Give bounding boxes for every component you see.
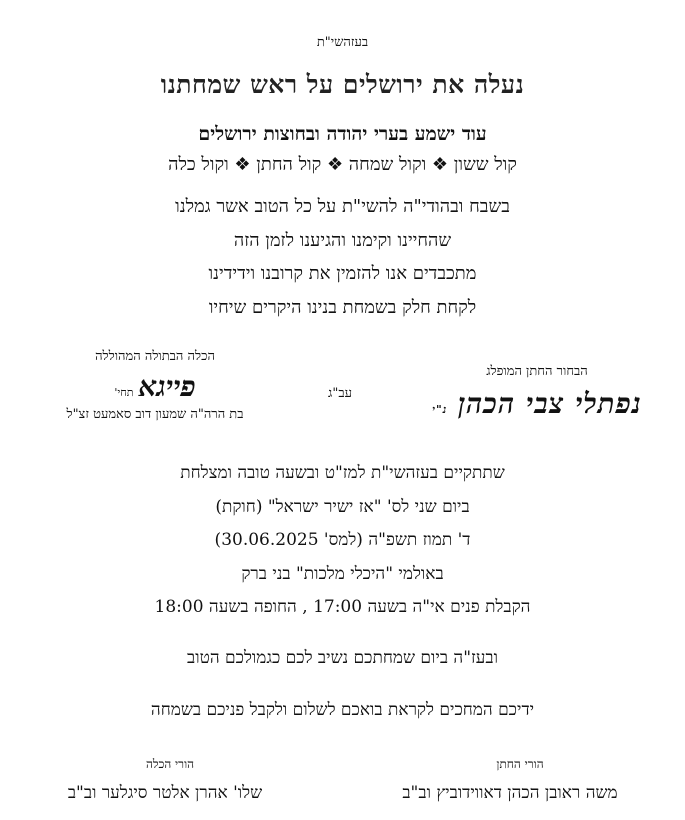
groom-parents-names: משה ראובן הכהן דאווידוביץ וב"ב <box>402 783 618 803</box>
blessing-line: ובעז"ה ביום שמחתכם נשיב לכם כגמולכם הטוב <box>187 648 498 668</box>
event-venue: באולמי "היכלי מלכות" בני ברק <box>241 564 444 584</box>
groom-parents-label: הורי החתן <box>496 757 544 771</box>
groom-name: נפתלי צבי הכהן <box>458 387 642 420</box>
bride-suffix: תחי' <box>114 386 134 399</box>
bride-label: הכלה הבתולה המהוללה <box>95 349 215 364</box>
invitation-title: נעלה את ירושלים על ראש שמחתנו <box>160 70 525 99</box>
bride-parents-label: הורי הכלה <box>145 757 195 771</box>
bride-name: פייגא <box>138 370 196 403</box>
intro-line-2: שהחיינו וקימנו והגיענו לזמן הזה <box>233 230 452 251</box>
intro-line-4: לקחת חלק בשמחת בנינו היקרים שיחיו <box>208 297 477 318</box>
groom-suffix: נ"י <box>432 403 448 416</box>
event-times: הקבלת פנים אי"ה בשעה 17:00 , החופה בשעה 18:00 <box>154 597 531 617</box>
intro-line-1: בשבח ובהודי"ה להשי"ת על כל הטוב אשר גמלנו <box>175 196 510 217</box>
event-line-2: ביום שני לס' "אז ישיר ישראל" (חוקת) <box>215 497 470 517</box>
top-blessing: בעזהשי"ת <box>316 35 369 50</box>
event-line-1: שתתקיים בעזהשי"ת למז"ט ובשעה טובה ומצלחת <box>180 463 505 483</box>
connector-text: עב"ג <box>328 386 352 401</box>
bride-parents-names: שלו' אהרן אלטר סיגלער וב"ב <box>67 783 263 803</box>
bride-father: בת הרה"ה שמעון דוב סאמעט זצ"ל <box>66 407 244 422</box>
subtitle-verse: עוד ישמע בערי יהודה ובחוצות ירושלים <box>198 123 487 145</box>
groom-name-line <box>417 387 657 421</box>
intro-line-3: מתכבדים אנו להזמין את קרובנו וידידינו <box>208 263 477 284</box>
event-date: ד' תמוז תשפ"ה (למס' 30.06.2025) <box>214 530 471 550</box>
bride-block <box>20 348 290 422</box>
groom-label: הבחור החתן המופלג <box>486 364 588 379</box>
groom-block <box>417 363 657 421</box>
subtitle-voices: קול ששון ❖ וקול שמחה ❖ קול החתן ❖ וקול כלה <box>168 154 517 175</box>
closing-line: ידיכם המחכים לקראת בואכם לשלום ולקבל פניכם בשמחה <box>150 700 535 720</box>
